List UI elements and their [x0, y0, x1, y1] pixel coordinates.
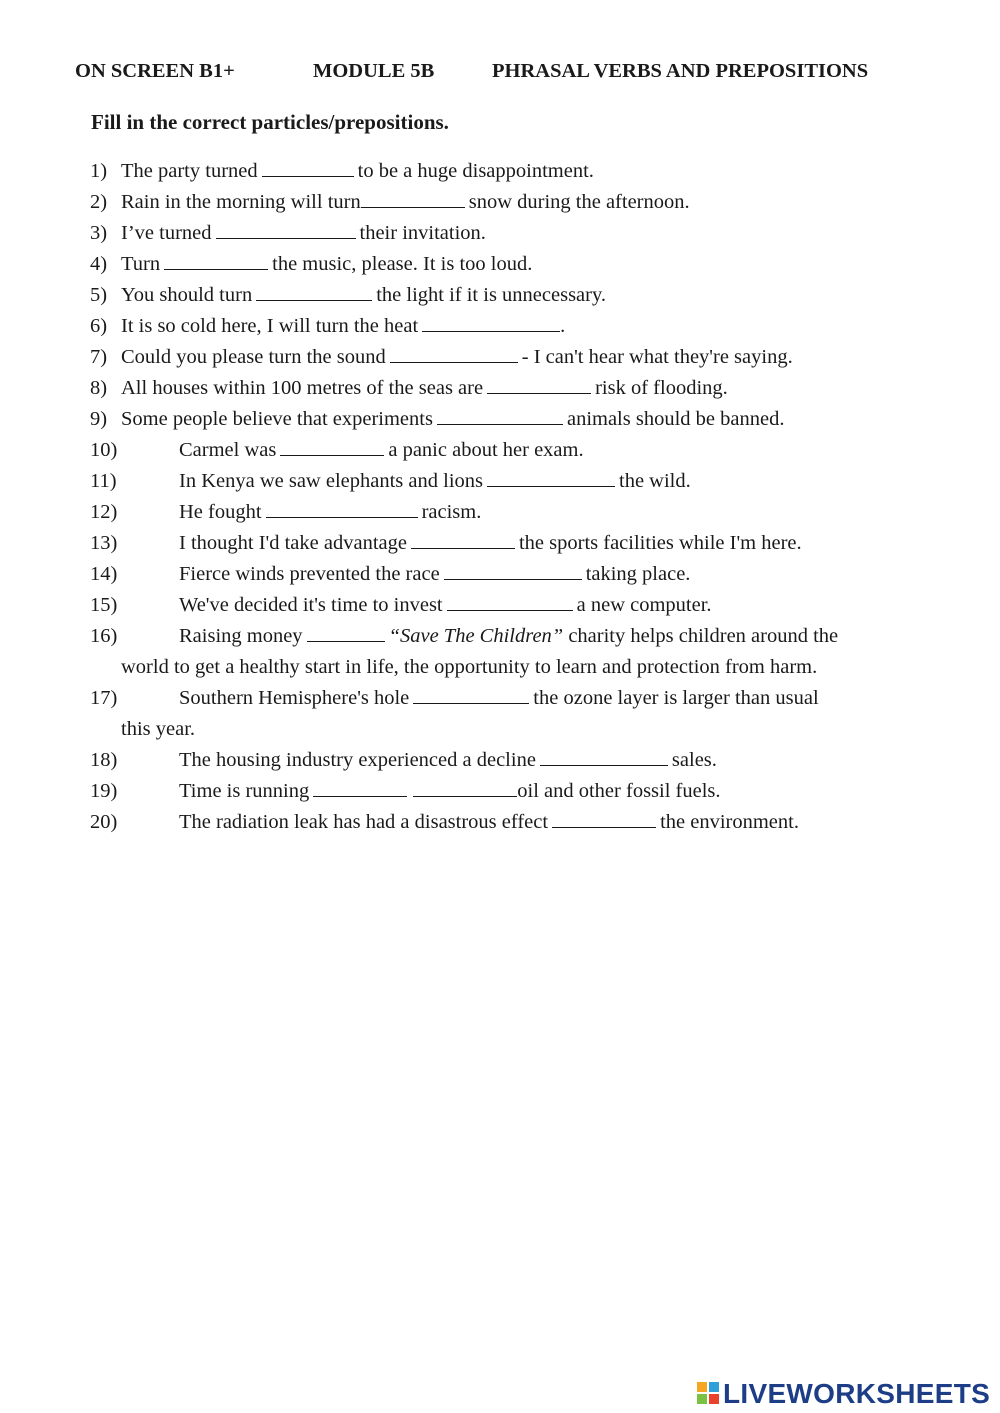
item-number: 16): [90, 625, 118, 647]
exercise-item: [0, 435, 1000, 466]
answer-blank[interactable]: [552, 807, 656, 828]
exercise-list: [0, 156, 1000, 838]
item-number: 14): [90, 563, 118, 585]
answer-blank[interactable]: [422, 311, 560, 332]
exercise-item: [0, 404, 1000, 435]
instruction: Fill in the correct particles/prepositions.: [91, 110, 449, 134]
item-number: 2): [90, 191, 108, 213]
exercise-item: [0, 466, 1000, 497]
item-text: I’ve turned their invitation.: [121, 218, 486, 249]
item-text: The party turned to be a huge disappointment.: [121, 156, 594, 187]
topic-title: PHRASAL VERBS AND PREPOSITIONS: [492, 60, 869, 82]
exercise-item: [0, 590, 1000, 621]
item-text: In Kenya we saw elephants and lions the wild.: [179, 466, 691, 497]
answer-blank[interactable]: [487, 373, 591, 394]
answer-blank[interactable]: [262, 156, 354, 177]
item-text-continued: world to get a healthy start in life, the opportunity to learn and protection from harm.: [121, 656, 818, 678]
exercise-item: [0, 683, 1000, 745]
answer-blank[interactable]: [390, 342, 518, 363]
exercise-item: [0, 807, 1000, 838]
exercise-item: [0, 280, 1000, 311]
item-number: 3): [90, 222, 108, 244]
item-text: Turn the music, please. It is too loud.: [121, 249, 532, 280]
exercise-item: [0, 528, 1000, 559]
worksheet-header: [0, 60, 1000, 90]
answer-blank[interactable]: [487, 466, 615, 487]
answer-blank[interactable]: [447, 590, 573, 611]
exercise-item: [0, 559, 1000, 590]
item-text: Raising money “Save The Children” charity helps children around the: [179, 621, 838, 652]
answer-blank[interactable]: [437, 404, 563, 425]
exercise-item: [0, 156, 1000, 187]
item-number: 1): [90, 160, 108, 182]
exercise-item: [0, 311, 1000, 342]
item-number: 19): [90, 780, 118, 802]
answer-blank[interactable]: [540, 745, 668, 766]
item-text: You should turn the light if it is unnecessary.: [121, 280, 606, 311]
item-number: 11): [90, 470, 117, 492]
item-number: 20): [90, 811, 118, 833]
exercise-item: [0, 373, 1000, 404]
answer-blank[interactable]: [413, 776, 517, 797]
exercise-item: [0, 776, 1000, 807]
item-number: 4): [90, 253, 108, 275]
answer-blank[interactable]: [413, 683, 529, 704]
item-number: 6): [90, 315, 108, 337]
answer-blank[interactable]: [216, 218, 356, 239]
item-text: Fierce winds prevented the race taking place.: [179, 559, 690, 590]
item-number: 13): [90, 532, 118, 554]
item-number: 15): [90, 594, 118, 616]
item-text: Southern Hemisphere's hole the ozone layer is larger than usual: [179, 683, 819, 714]
item-text: Carmel was a panic about her exam.: [179, 435, 584, 466]
answer-blank[interactable]: [313, 776, 407, 797]
item-number: 18): [90, 749, 118, 771]
item-number: 12): [90, 501, 118, 523]
item-text: Could you please turn the sound - I can't hear what they're saying.: [121, 342, 793, 373]
exercise-item: [0, 187, 1000, 218]
item-number: 10): [90, 439, 118, 461]
liveworksheets-logo[interactable]: [697, 1377, 997, 1409]
charity-name: “Save The Children”: [388, 625, 564, 647]
liveworksheets-logo-icon: [697, 1382, 721, 1406]
answer-blank[interactable]: [307, 621, 385, 642]
item-text: The radiation leak has had a disastrous effect the environment.: [179, 807, 799, 838]
item-number: 17): [90, 687, 118, 709]
answer-blank[interactable]: [266, 497, 418, 518]
item-number: 9): [90, 408, 108, 430]
item-text: All houses within 100 metres of the seas are risk of flooding.: [121, 373, 728, 404]
exercise-item: [0, 497, 1000, 528]
answer-blank[interactable]: [280, 435, 384, 456]
item-text: It is so cold here, I will turn the heat .: [121, 311, 565, 342]
answer-blank[interactable]: [444, 559, 582, 580]
answer-blank[interactable]: [256, 280, 372, 301]
course-title: ON SCREEN B1+: [75, 60, 235, 82]
exercise-item: [0, 621, 1000, 683]
exercise-item: [0, 249, 1000, 280]
liveworksheets-logo-text: LIVEWORKSHEETS: [723, 1378, 991, 1409]
item-number: 8): [90, 377, 108, 399]
item-text: Rain in the morning will turn snow during the afternoon.: [121, 187, 690, 218]
answer-blank[interactable]: [164, 249, 268, 270]
item-text: Some people believe that experiments animals should be banned.: [121, 404, 784, 435]
module-title: MODULE 5B: [313, 60, 435, 82]
exercise-item: [0, 745, 1000, 776]
item-text: The housing industry experienced a decline sales.: [179, 745, 717, 776]
exercise-item: [0, 342, 1000, 373]
exercise-item: [0, 218, 1000, 249]
item-text: We've decided it's time to invest a new computer.: [179, 590, 712, 621]
item-number: 7): [90, 346, 108, 368]
item-number: 5): [90, 284, 108, 306]
item-text-continued: this year.: [121, 718, 196, 740]
answer-blank[interactable]: [411, 528, 515, 549]
item-text: He fought racism.: [179, 497, 481, 528]
item-text: Time is running oil and other fossil fuels.: [179, 776, 721, 807]
item-text: I thought I'd take advantage the sports facilities while I'm here.: [179, 528, 802, 559]
answer-blank[interactable]: [361, 187, 465, 208]
